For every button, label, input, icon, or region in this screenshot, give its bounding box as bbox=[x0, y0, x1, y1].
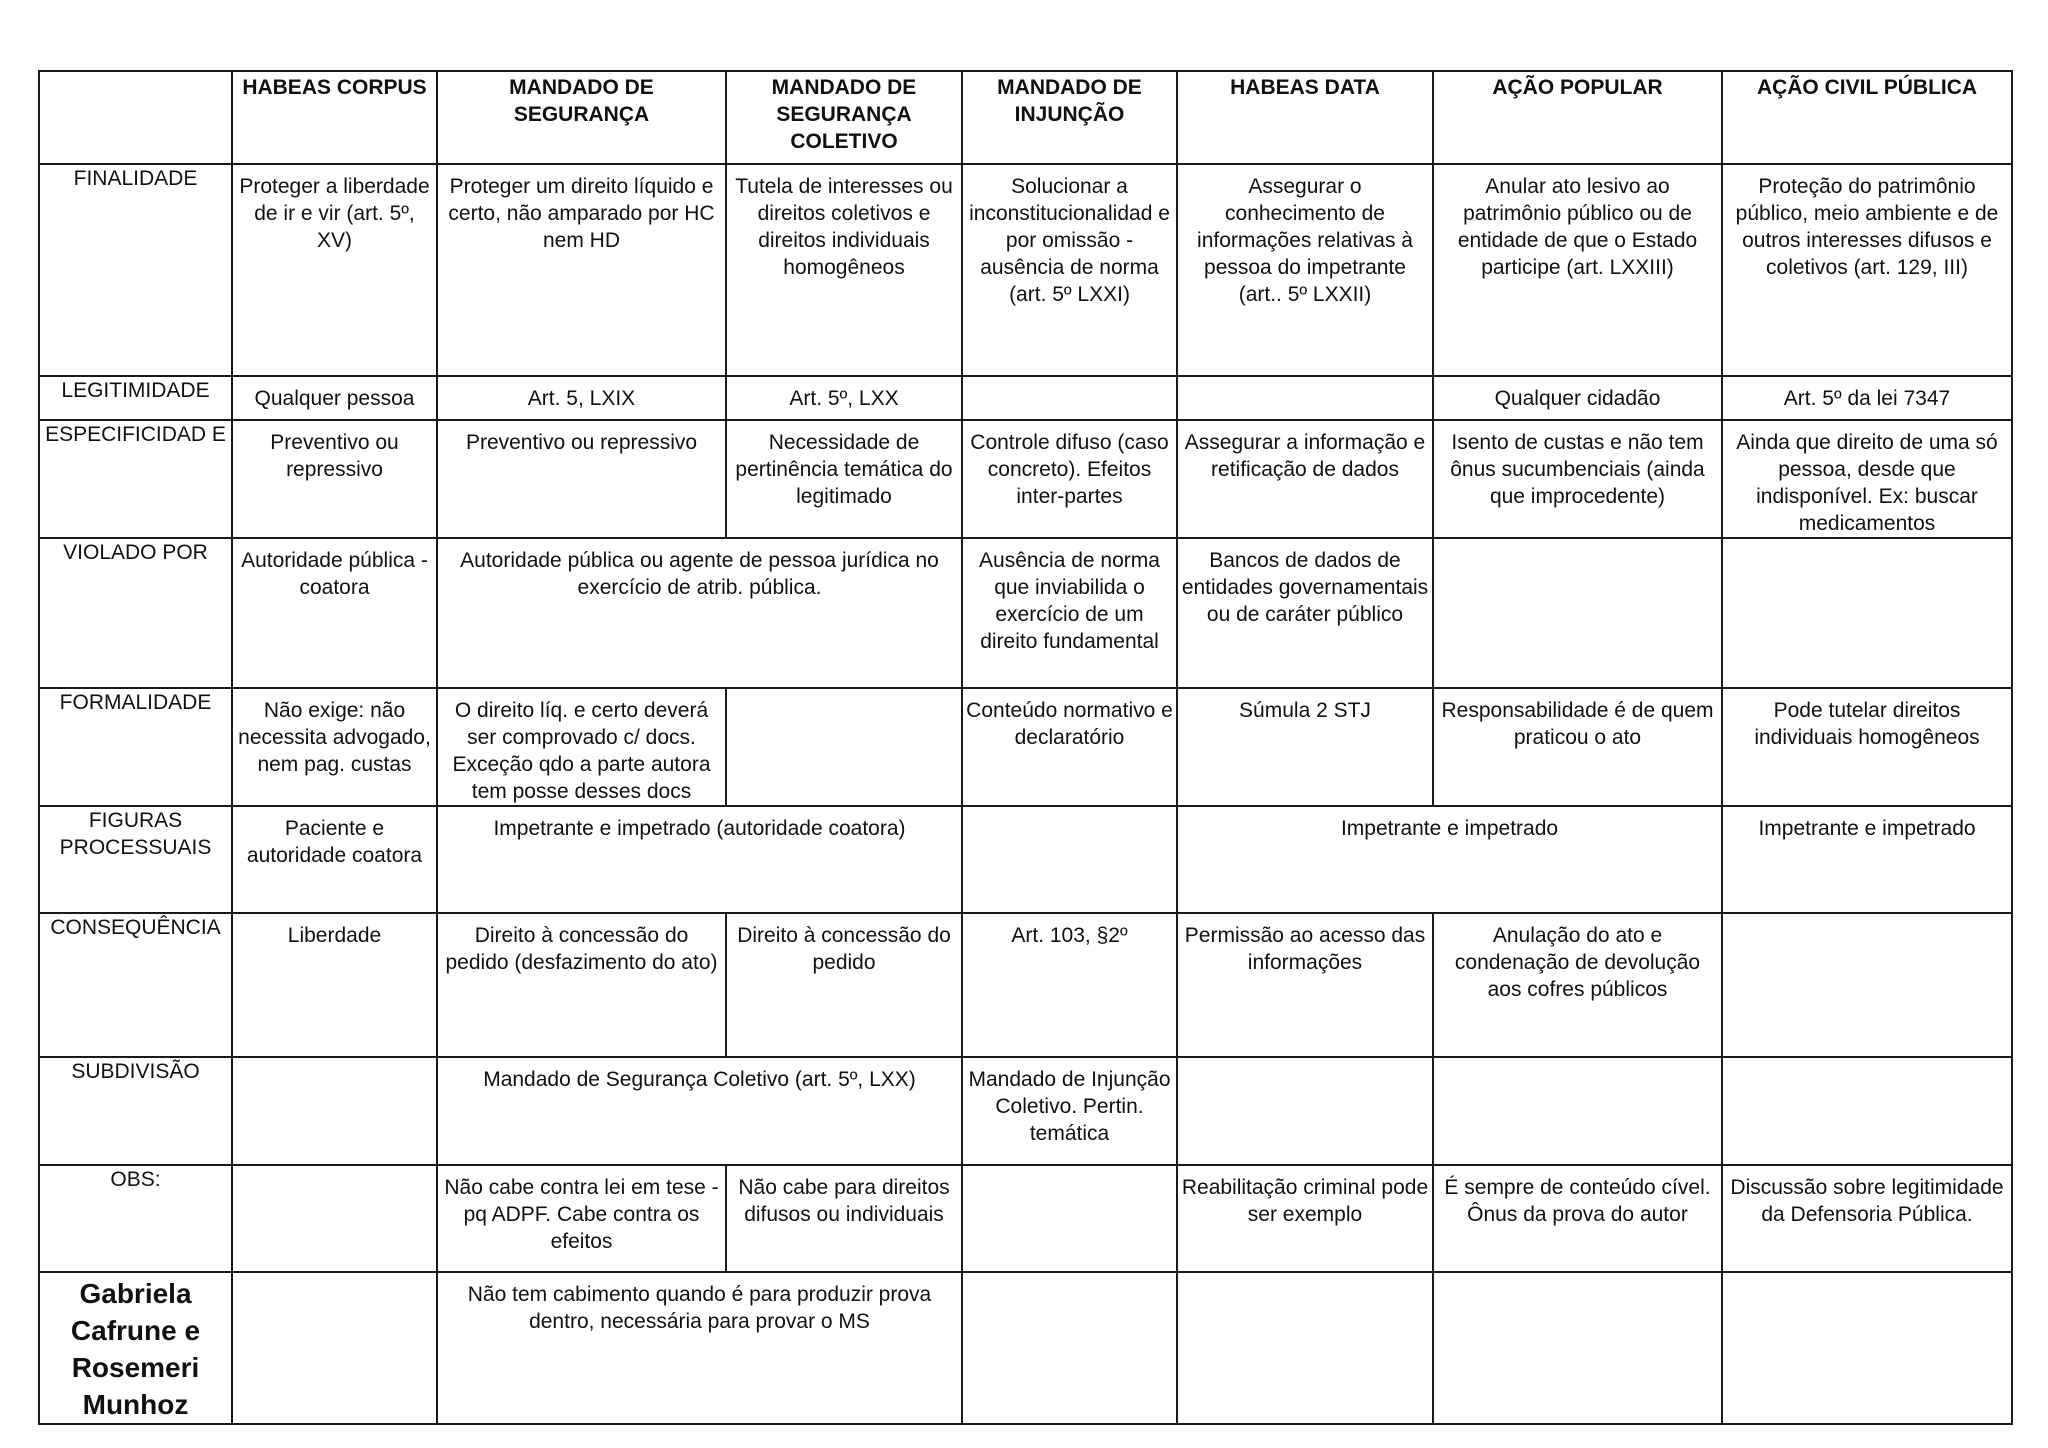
cell-legitimidade-mi bbox=[962, 376, 1177, 420]
row-subdivisao bbox=[39, 1057, 2012, 1165]
cell-obs-acp: Discussão sobre legitimidade da Defensoria Pública. bbox=[1722, 1165, 2012, 1272]
cell-obs-hd: Reabilitação criminal pode ser exemplo bbox=[1177, 1165, 1433, 1272]
row-last bbox=[39, 1272, 2012, 1424]
header-acao-civil-publica: AÇÃO CIVIL PÚBLICA bbox=[1722, 71, 2012, 164]
cell-subdivisao-hd bbox=[1177, 1057, 1433, 1165]
cell-subdivisao-ap bbox=[1433, 1057, 1722, 1165]
cell-legitimidade-acp: Art. 5º da lei 7347 bbox=[1722, 376, 2012, 420]
header-habeas-data: HABEAS DATA bbox=[1177, 71, 1433, 164]
cell-formalidade-hd: Súmula 2 STJ bbox=[1177, 688, 1433, 806]
cell-consequencia-ms: Direito à concessão do pedido (desfazimento do ato) bbox=[437, 913, 726, 1057]
cell-obs-hc bbox=[232, 1165, 437, 1272]
cell-formalidade-hc: Não exige: não necessita advogado, nem pag. custas bbox=[232, 688, 437, 806]
cell-especificidade-mi: Controle difuso (caso concreto). Efeitos inter-partes bbox=[962, 420, 1177, 538]
cell-consequencia-acp bbox=[1722, 913, 2012, 1057]
cell-consequencia-mi: Art. 103, §2º bbox=[962, 913, 1177, 1057]
header-acao-popular: AÇÃO POPULAR bbox=[1433, 71, 1722, 164]
row-formalidade bbox=[39, 688, 2012, 806]
cell-obs-ap: É sempre de conteúdo cível. Ônus da prova do autor bbox=[1433, 1165, 1722, 1272]
row-label-formalidade: FORMALIDADE bbox=[39, 688, 232, 806]
cell-especificidade-msc: Necessidade de pertinência temática do legitimado bbox=[726, 420, 962, 538]
cell-consequencia-hd: Permissão ao acesso das informações bbox=[1177, 913, 1433, 1057]
row-figuras-processuais bbox=[39, 806, 2012, 913]
cell-violado-hc: Autoridade pública - coatora bbox=[232, 538, 437, 688]
row-especificidade bbox=[39, 420, 2012, 538]
cell-violado-ap bbox=[1433, 538, 1722, 688]
cell-consequencia-ap: Anulação do ato e condenação de devolução aos cofres públicos bbox=[1433, 913, 1722, 1057]
cell-violado-hd: Bancos de dados de entidades governamentais ou de caráter público bbox=[1177, 538, 1433, 688]
cell-figuras-ms-msc: Impetrante e impetrado (autoridade coatora) bbox=[437, 806, 962, 913]
cell-obs-mi bbox=[962, 1165, 1177, 1272]
header-habeas-corpus: HABEAS CORPUS bbox=[232, 71, 437, 164]
cell-especificidade-ap: Isento de custas e não tem ônus sucumbenciais (ainda que improcedente) bbox=[1433, 420, 1722, 538]
cell-formalidade-mi: Conteúdo normativo e declaratório bbox=[962, 688, 1177, 806]
cell-figuras-acp: Impetrante e impetrado bbox=[1722, 806, 2012, 913]
cell-legitimidade-ms: Art. 5, LXIX bbox=[437, 376, 726, 420]
cell-legitimidade-hd bbox=[1177, 376, 1433, 420]
header-corner-cell bbox=[39, 71, 232, 164]
cell-finalidade-hc: Proteger a liberdade de ir e vir (art. 5º, XV) bbox=[232, 164, 437, 376]
row-label-especificidade: ESPECIFICIDAD E bbox=[39, 420, 232, 538]
cell-last-mi bbox=[962, 1272, 1177, 1424]
row-legitimidade bbox=[39, 376, 2012, 420]
cell-figuras-hc: Paciente e autoridade coatora bbox=[232, 806, 437, 913]
cell-formalidade-ap: Responsabilidade é de quem praticou o ato bbox=[1433, 688, 1722, 806]
header-mandado-seguranca: MANDADO DE SEGURANÇA bbox=[437, 71, 726, 164]
row-label-legitimidade: LEGITIMIDADE bbox=[39, 376, 232, 420]
cell-finalidade-ap: Anular ato lesivo ao patrimônio público ou de entidade de que o Estado participe (art. LXXIII) bbox=[1433, 164, 1722, 376]
cell-consequencia-hc: Liberdade bbox=[232, 913, 437, 1057]
cell-especificidade-hd: Assegurar a informação e retificação de dados bbox=[1177, 420, 1433, 538]
cell-last-ms-msc: Não tem cabimento quando é para produzir prova dentro, necessária para provar o MS bbox=[437, 1272, 962, 1424]
cell-especificidade-acp: Ainda que direito de uma só pessoa, desde que indisponível. Ex: buscar medicamentos bbox=[1722, 420, 2012, 538]
header-row bbox=[39, 71, 2012, 164]
header-mandado-injuncao: MANDADO DE INJUNÇÃO bbox=[962, 71, 1177, 164]
cell-subdivisao-acp bbox=[1722, 1057, 2012, 1165]
row-label-subdivisao: SUBDIVISÃO bbox=[39, 1057, 232, 1165]
cell-obs-msc: Não cabe para direitos difusos ou individuais bbox=[726, 1165, 962, 1272]
cell-finalidade-ms: Proteger um direito líquido e certo, não amparado por HC nem HD bbox=[437, 164, 726, 376]
cell-especificidade-ms: Preventivo ou repressivo bbox=[437, 420, 726, 538]
cell-especificidade-hc: Preventivo ou repressivo bbox=[232, 420, 437, 538]
cell-last-hc bbox=[232, 1272, 437, 1424]
author-names: Gabriela Cafrune e Rosemeri Munhoz bbox=[39, 1272, 232, 1424]
cell-last-acp bbox=[1722, 1272, 2012, 1424]
cell-legitimidade-ap: Qualquer cidadão bbox=[1433, 376, 1722, 420]
cell-finalidade-hd: Assegurar o conhecimento de informações relativas à pessoa do impetrante (art.. 5º LXXII) bbox=[1177, 164, 1433, 376]
cell-subdivisao-hc bbox=[232, 1057, 437, 1165]
row-label-violado-por: VIOLADO POR bbox=[39, 538, 232, 688]
row-label-finalidade: FINALIDADE bbox=[39, 164, 232, 376]
cell-legitimidade-msc: Art. 5º, LXX bbox=[726, 376, 962, 420]
row-violado-por bbox=[39, 538, 2012, 688]
cell-formalidade-msc bbox=[726, 688, 962, 806]
cell-last-hd bbox=[1177, 1272, 1433, 1424]
cell-finalidade-msc: Tutela de interesses ou direitos coletivos e direitos individuais homogêneos bbox=[726, 164, 962, 376]
cell-finalidade-mi: Solucionar a inconstitucionalidad e por omissão - ausência de norma (art. 5º LXXI) bbox=[962, 164, 1177, 376]
cell-subdivisao-mi: Mandado de Injunção Coletivo. Pertin. temática bbox=[962, 1057, 1177, 1165]
comparison-table bbox=[38, 70, 2013, 1425]
row-label-figuras-processuais: FIGURAS PROCESSUAIS bbox=[39, 806, 232, 913]
row-finalidade bbox=[39, 164, 2012, 376]
cell-subdivisao-ms-msc: Mandado de Segurança Coletivo (art. 5º, LXX) bbox=[437, 1057, 962, 1165]
cell-formalidade-ms: O direito líq. e certo deverá ser comprovado c/ docs. Exceção qdo a parte autora tem posse desses docs bbox=[437, 688, 726, 806]
header-mandado-seguranca-coletivo: MANDADO DE SEGURANÇA COLETIVO bbox=[726, 71, 962, 164]
cell-last-ap bbox=[1433, 1272, 1722, 1424]
cell-violado-mi: Ausência de norma que inviabilida o exercício de um direito fundamental bbox=[962, 538, 1177, 688]
cell-formalidade-acp: Pode tutelar direitos individuais homogêneos bbox=[1722, 688, 2012, 806]
row-label-obs: OBS: bbox=[39, 1165, 232, 1272]
cell-violado-ms-msc: Autoridade pública ou agente de pessoa jurídica no exercício de atrib. pública. bbox=[437, 538, 962, 688]
cell-figuras-hd-ap: Impetrante e impetrado bbox=[1177, 806, 1722, 913]
row-consequencia bbox=[39, 913, 2012, 1057]
cell-figuras-mi bbox=[962, 806, 1177, 913]
cell-obs-ms: Não cabe contra lei em tese - pq ADPF. Cabe contra os efeitos bbox=[437, 1165, 726, 1272]
row-label-consequencia: CONSEQUÊNCIA bbox=[39, 913, 232, 1057]
cell-violado-acp bbox=[1722, 538, 2012, 688]
cell-consequencia-msc: Direito à concessão do pedido bbox=[726, 913, 962, 1057]
row-obs bbox=[39, 1165, 2012, 1272]
cell-finalidade-acp: Proteção do patrimônio público, meio ambiente e de outros interesses difusos e coletivos (art. 129, III) bbox=[1722, 164, 2012, 376]
cell-legitimidade-hc: Qualquer pessoa bbox=[232, 376, 437, 420]
